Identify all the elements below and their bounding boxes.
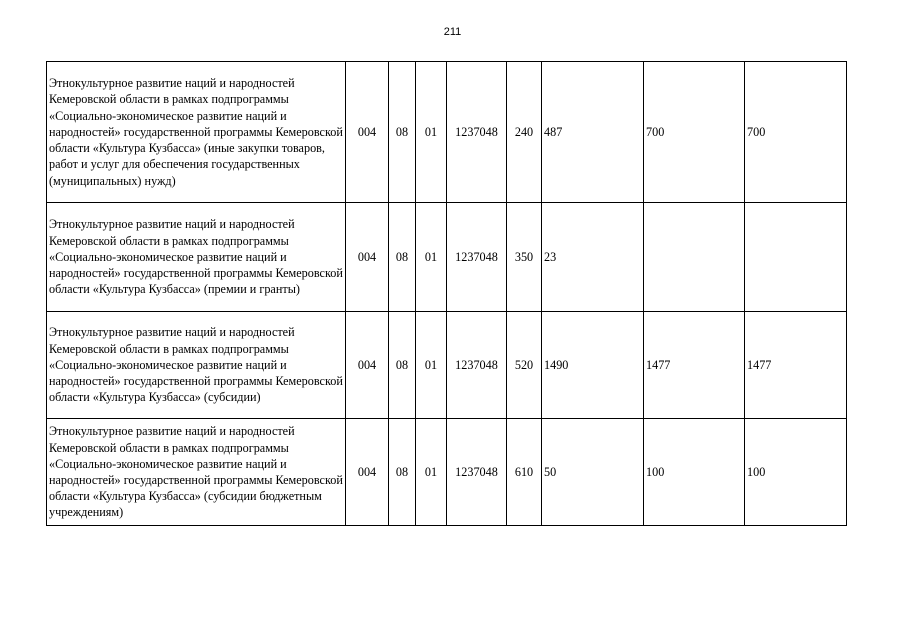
row-description: Этнокультурное развитие наций и народностей Кемеровской области в рамках подпрограммы «Социально-экономическое развитие наций и народностей» государственной программы Кемеровской области «Культура Кузбасса» (субсидии) — [47, 312, 346, 419]
target-article-code: 1237048 — [447, 203, 507, 312]
amount-3: 1477 — [745, 312, 847, 419]
target-article-code: 1237048 — [447, 62, 507, 203]
section-code: 08 — [389, 312, 416, 419]
amount-1: 23 — [542, 203, 644, 312]
table-row — [47, 62, 847, 203]
table-row — [47, 312, 847, 419]
amount-2: 1477 — [644, 312, 745, 419]
expense-type-code: 520 — [507, 312, 542, 419]
amount-1: 487 — [542, 62, 644, 203]
subsection-code: 01 — [416, 203, 447, 312]
section-code: 08 — [389, 62, 416, 203]
subsection-code: 01 — [416, 419, 447, 526]
section-code: 08 — [389, 203, 416, 312]
amount-3: 100 — [745, 419, 847, 526]
subsection-code: 01 — [416, 62, 447, 203]
amount-3: 700 — [745, 62, 847, 203]
budget-table — [46, 61, 847, 526]
ministry-code: 004 — [346, 419, 389, 526]
amount-2: 100 — [644, 419, 745, 526]
ministry-code: 004 — [346, 62, 389, 203]
target-article-code: 1237048 — [447, 312, 507, 419]
table-row — [47, 203, 847, 312]
amount-2 — [644, 203, 745, 312]
amount-1: 50 — [542, 419, 644, 526]
ministry-code: 004 — [346, 203, 389, 312]
expense-type-code: 350 — [507, 203, 542, 312]
section-code: 08 — [389, 419, 416, 526]
row-description: Этнокультурное развитие наций и народностей Кемеровской области в рамках подпрограммы «Социально-экономическое развитие наций и народностей» государственной программы Кемеровской области «Культура Кузбасса» (субсидии бюджетным учреждениям) — [47, 419, 346, 526]
subsection-code: 01 — [416, 312, 447, 419]
row-description: Этнокультурное развитие наций и народностей Кемеровской области в рамках подпрограммы «Социально-экономическое развитие наций и народностей» государственной программы Кемеровской области «Культура Кузбасса» (премии и гранты) — [47, 203, 346, 312]
amount-1: 1490 — [542, 312, 644, 419]
amount-3 — [745, 203, 847, 312]
expense-type-code: 610 — [507, 419, 542, 526]
expense-type-code: 240 — [507, 62, 542, 203]
row-description: Этнокультурное развитие наций и народностей Кемеровской области в рамках подпрограммы «Социально-экономическое развитие наций и народностей» государственной программы Кемеровской области «Культура Кузбасса» (иные закупки товаров, работ и услуг для обеспечения государственных (муниципальных) нужд) — [47, 62, 346, 203]
target-article-code: 1237048 — [447, 419, 507, 526]
page-number: 211 — [443, 26, 462, 38]
amount-2: 700 — [644, 62, 745, 203]
ministry-code: 004 — [346, 312, 389, 419]
table-row — [47, 419, 847, 526]
